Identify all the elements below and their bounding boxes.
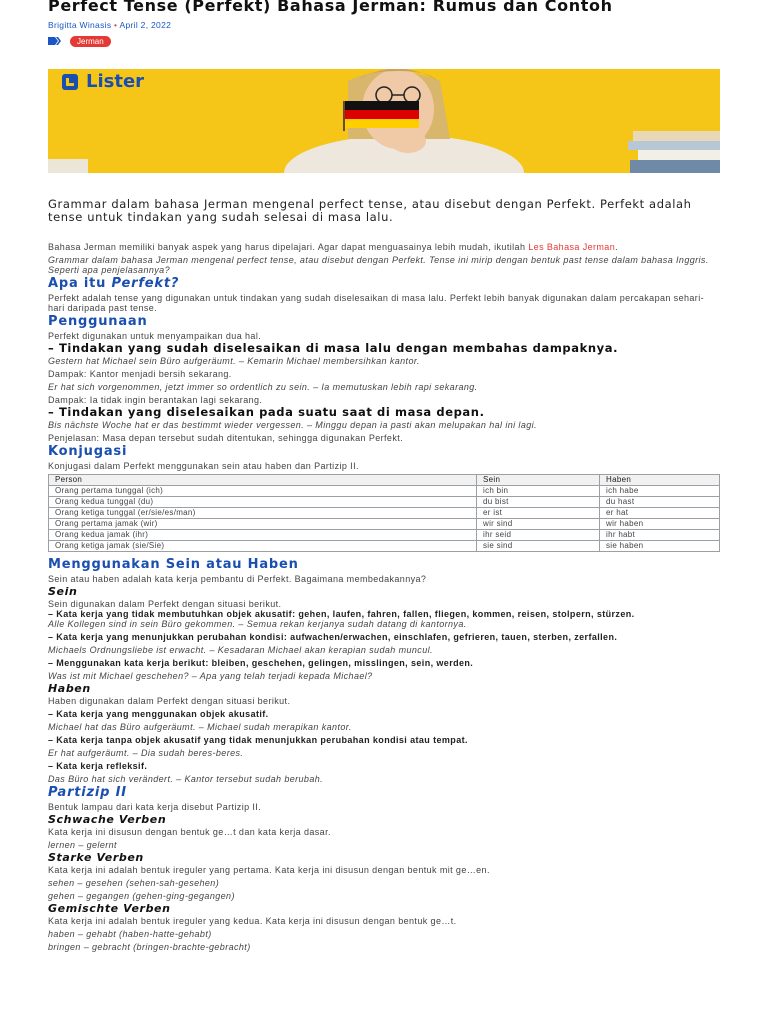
table-row — [49, 508, 720, 519]
table-cell: Orang ketiga jamak (sie/Sie) — [49, 541, 477, 552]
subheading-sein: Sein — [48, 585, 78, 598]
section-heading-apa-itu: Apa itu Perfekt? — [48, 276, 180, 291]
tags-icon — [48, 37, 62, 45]
table-cell: Orang pertama jamak (wir) — [49, 519, 477, 530]
rule-line: – Menggunakan kata kerja berikut: bleiben, geschehen, gelingen, misslingen, sein, werden. — [48, 658, 474, 668]
table-header-row — [49, 475, 720, 486]
table-row — [49, 530, 720, 541]
section-heading-sein-haben: Menggunakan Sein atau Haben — [48, 557, 299, 572]
example-line: sehen – gesehen (sehen-sah-gesehen) — [48, 878, 220, 888]
intro-end: . — [615, 242, 619, 252]
table-cell: du bist — [477, 497, 600, 508]
example-line: gehen – gegangen (gehen-ging-gegangen) — [48, 891, 235, 901]
hero-image — [48, 69, 720, 173]
example-line: Gestern hat Michael sein Büro aufgeräumt. – Kemarin Michael membersihkan kantor. — [48, 356, 420, 366]
section-paragraph: Sein atau haben adalah kata kerja pembantu di Perfekt. Bagaimana membedakannya? — [48, 574, 427, 584]
intro-paragraph-1 — [48, 242, 720, 252]
konjugasi-table — [48, 474, 720, 552]
tag-row — [48, 35, 720, 47]
subheading: – Tindakan yang sudah diselesaikan di masa lalu dengan membahas dampaknya. — [48, 341, 619, 355]
table-cell: ich habe — [600, 486, 720, 497]
article-body — [48, 242, 720, 952]
intro-text: Bahasa Jerman memiliki banyak aspek yang harus dipelajari. Agar dapat menguasainya lebih mudah, ikutilah — [48, 242, 529, 252]
section-paragraph: Haben digunakan dalam Perfekt dengan situasi berikut. — [48, 696, 291, 706]
example-line: Was ist mit Michael geschehen? – Apa yang telah terjadi kepada Michael? — [48, 671, 373, 681]
example-line: Michael hat das Büro aufgeräumt. – Michael sudah merapikan kantor. — [48, 722, 352, 732]
lister-logo — [62, 71, 144, 92]
section-paragraph: Bentuk lampau dari kata kerja disebut Partizip II. — [48, 802, 262, 812]
example-line: haben – gehabt (haben-hatte-gehabt) — [48, 929, 212, 939]
table-header-cell: Sein — [477, 475, 600, 486]
section-paragraph: Perfekt digunakan untuk menyampaikan dua hal. — [48, 331, 262, 341]
table-row — [49, 541, 720, 552]
article-meta — [48, 20, 720, 30]
table-cell: sie sind — [477, 541, 600, 552]
section-heading-penggunaan: Penggunaan — [48, 314, 148, 329]
example-line: bringen – gebracht (bringen-brachte-gebracht) — [48, 942, 251, 952]
table-cell: sie haben — [600, 541, 720, 552]
les-bahasa-jerman-link[interactable]: Les Bahasa Jerman — [528, 242, 616, 252]
table-row — [49, 486, 720, 497]
rule-line: – Kata kerja yang tidak membutuhkan objek akusatif: gehen, laufen, fahren, fallen, fliegen, kommen, reisen, stolpern, stürzen. — [48, 609, 635, 619]
table-cell: Orang ketiga tunggal (er/sie/es/man) — [49, 508, 477, 519]
subheading: – Tindakan yang diselesaikan pada suatu saat di masa depan. — [48, 405, 485, 419]
example-line: Das Büro hat sich verändert. – Kantor tersebut sudah berubah. — [48, 774, 324, 784]
table-cell: wir sind — [477, 519, 600, 530]
subheading-gemischte: Gemischte Verben — [48, 902, 171, 915]
lister-wordmark: Lister — [86, 71, 145, 92]
example-line: Er hat aufgeräumt. – Dia sudah beres-beres. — [48, 748, 244, 758]
example-line: Bis nächste Woche hat er das bestimmt wieder vergessen. – Minggu depan ia pasti akan melupakan hal ini lagi. — [48, 420, 537, 430]
table-cell: er hat — [600, 508, 720, 519]
example-line: Penjelasan: Masa depan tersebut sudah ditentukan, sehingga digunakan Perfekt. — [48, 433, 404, 443]
table-header-cell: Haben — [600, 475, 720, 486]
section-paragraph: Kata kerja ini adalah bentuk ireguler yang pertama. Kata kerja ini disusun dengan bentuk mit ge…en. — [48, 865, 490, 875]
rule-line: – Kata kerja tanpa objek akusatif yang tidak menunjukkan perubahan kondisi atau tempat. — [48, 735, 468, 745]
post-date: April 2, 2022 — [119, 20, 172, 30]
section-paragraph: Kata kerja ini disusun dengan bentuk ge…t dan kata kerja dasar. — [48, 827, 331, 837]
table-row — [49, 497, 720, 508]
page-title: Perfect Tense (Perfekt) Bahasa Jerman: Rumus dan Contoh — [48, 0, 613, 15]
hero-illustration — [48, 69, 720, 173]
example-line: Er hat sich vorgenommen, jetzt immer so ordentlich zu sein. – Ia memutuskan lebih rapi sekarang. — [48, 382, 478, 392]
category-tag[interactable]: Jerman — [70, 36, 111, 47]
section-paragraph: Kata kerja ini adalah bentuk ireguler yang kedua. Kata kerja ini disusun dengan bentuk ge…t. — [48, 916, 457, 926]
article-header — [48, 0, 720, 47]
example-line: Alle Kollegen sind in sein Büro gekommen. – Semua rekan kerjanya sudah datang di kantornya. — [48, 619, 467, 629]
subheading-starke: Starke Verben — [48, 851, 144, 864]
table-cell: ihr habt — [600, 530, 720, 541]
subheading-schwache: Schwache Verben — [48, 813, 167, 826]
rule-line: – Kata kerja yang menggunakan objek akusatif. — [48, 709, 269, 719]
subheading-haben: Haben — [48, 682, 91, 695]
section-paragraph: Konjugasi dalam Perfekt menggunakan sein atau haben dan Partizip II. — [48, 461, 359, 471]
intro-paragraph-2: Grammar dalam bahasa Jerman mengenal perfect tense, atau disebut dengan Perfekt. Tense ini mirip dengan bentuk past tense dalam bahasa Inggris. Seperti apa penjelasannya? — [48, 255, 709, 275]
example-line: lernen – gelernt — [48, 840, 117, 850]
table-cell: ich bin — [477, 486, 600, 497]
example-line: Dampak: Ia tidak ingin berantakan lagi sekarang. — [48, 395, 263, 405]
table-cell: er ist — [477, 508, 600, 519]
table-cell: Orang kedua jamak (ihr) — [49, 530, 477, 541]
rule-line: – Kata kerja yang menunjukkan perubahan kondisi: aufwachen/erwachen, einschlafen, gefrieren, tauen, sterben, zerfallen. — [48, 632, 618, 642]
rule-line: – Kata kerja refleksif. — [48, 761, 148, 771]
table-cell: Orang kedua tunggal (du) — [49, 497, 477, 508]
example-line: Dampak: Kantor menjadi bersih sekarang. — [48, 369, 232, 379]
table-header-cell: Person — [49, 475, 477, 486]
separator-dot: • — [114, 20, 120, 30]
example-line: Michaels Ordnungsliebe ist erwacht. – Kesadaran Michael akan kerapian sudah muncul. — [48, 645, 433, 655]
section-heading-konjugasi: Konjugasi — [48, 444, 128, 459]
lister-logo-icon — [62, 74, 80, 90]
section-heading-partizip: Partizip II — [48, 785, 127, 800]
table-cell: du hast — [600, 497, 720, 508]
table-cell: wir haben — [600, 519, 720, 530]
section-paragraph: Perfekt adalah tense yang digunakan untuk tindakan yang sudah diselesaikan di masa lalu. Perfekt lebih banyak digunakan dalam percakapan sehari-hari daripada past tense. — [48, 293, 704, 313]
section-paragraph: Sein digunakan dalam Perfekt dengan situasi berikut. — [48, 599, 282, 609]
table-cell: Orang pertama tunggal (ich) — [49, 486, 477, 497]
table-row — [49, 519, 720, 530]
table-cell: ihr seid — [477, 530, 600, 541]
article-lead: Grammar dalam bahasa Jerman mengenal perfect tense, atau disebut dengan Perfekt. Perfekt adalah tense untuk tindakan yang sudah selesai di masa lalu. — [48, 197, 692, 224]
author-link[interactable]: Brigitta Winasis — [48, 20, 112, 30]
